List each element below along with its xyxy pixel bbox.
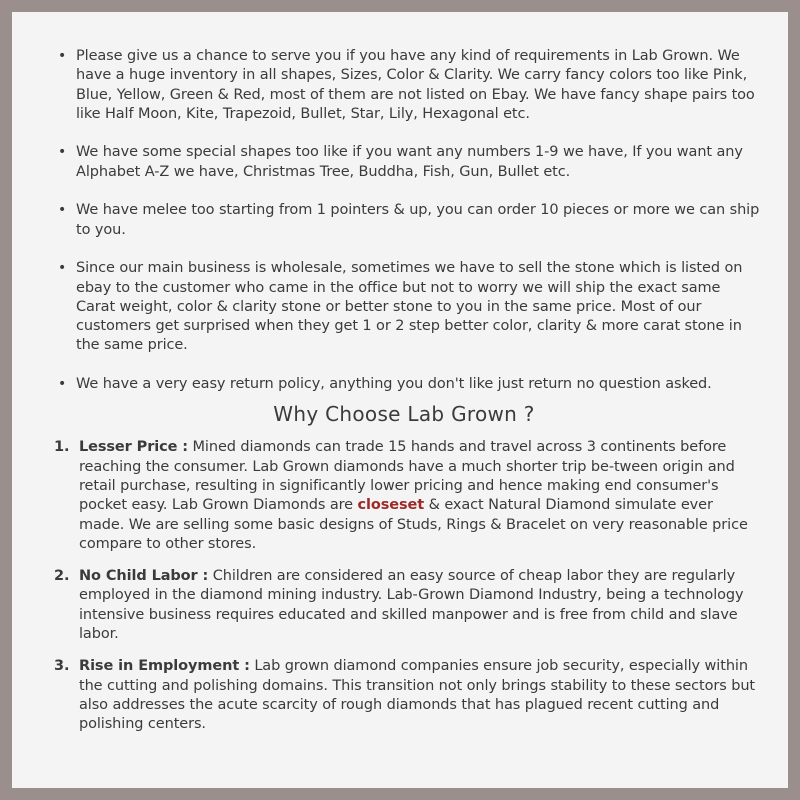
bullet-dot-icon: • <box>58 48 67 64</box>
bullet-text: Since our main business is wholesale, sometimes we have to sell the stone which is listed on ebay to the customer who came in the office but not to worry we will ship the exact same Carat weight, color & clarity stone or better stone to you in the same price. Most of our customers get surprised when they get 1 or 2 step better color, clarity & more carat stone in the same price. <box>76 260 743 354</box>
bullet-item <box>48 47 760 124</box>
bullet-text: Please give us a chance to serve you if you have any kind of requirements in Lab Grown. We have a huge inventory in all shapes, Sizes, Color & Clarity. We carry fancy colors too like Pink, Blue, Yellow, Green & Red, most of them are not listed on Ebay. We have fancy shape pairs too like Half Moon, Kite, Trapezoid, Bullet, Star, Lily, Hexagonal etc. <box>76 48 755 122</box>
bullet-text: We have a very easy return policy, anything you don't like just return no question asked. <box>76 376 712 393</box>
bullet-dot-icon: • <box>58 260 67 277</box>
reason-item-no-child-labor <box>48 567 760 644</box>
reason-number: 3. <box>54 658 70 675</box>
reason-number: 2. <box>54 568 70 585</box>
reason-text: Children are considered an easy source of cheap labor they are regularly employed in the diamond mining industry. Lab-Grown Diamond Industry, being a technology intensive business requires educated and skilled manpower and is free from child and slave labor. <box>79 568 744 643</box>
reason-number: 1. <box>54 439 70 456</box>
reason-item-lesser-price <box>48 438 760 554</box>
bullet-dot-icon: • <box>58 202 67 219</box>
reason-item-rise-in-employment <box>48 657 760 734</box>
bullet-dot-icon: • <box>58 376 67 393</box>
reason-text: Lab grown diamond companies ensure job security, especially within the cutting and polishing domains. This transition not only brings stability to these sectors but also addresses the acute scarcity of rough diamonds that has plagued recent cutting and polishing centers. <box>79 658 756 733</box>
bullet-text: We have some special shapes too like if you want any numbers 1-9 we have, If you want any Alphabet A-Z we have, Christmas Tree, Buddha, Fish, Gun, Bullet etc. <box>76 144 743 180</box>
bullet-text: We have melee too starting from 1 pointers & up, you can order 10 pieces or more we can ship to you. <box>76 202 760 238</box>
bullet-item <box>48 375 760 394</box>
reason-term: No Child Labor : <box>79 568 209 585</box>
reason-accent-word: closeset <box>357 497 425 514</box>
bullet-item <box>48 259 760 355</box>
reasons-list <box>48 438 760 734</box>
reason-term: Rise in Employment : <box>79 658 250 675</box>
bullet-item <box>48 201 760 240</box>
bullet-dot-icon: • <box>58 144 67 161</box>
bullet-item <box>48 143 760 182</box>
content-panel <box>12 12 788 788</box>
info-bullet-list <box>48 47 760 394</box>
reason-text-after: & exact Natural Diamond simulate ever made. We are selling some basic designs of Studs, Rings & Bracelet on very reasonable price compare to other stores. <box>79 497 748 552</box>
reason-term: Lesser Price : <box>79 439 188 456</box>
reason-text: Mined diamonds can trade 15 hands and travel across 3 continents before reaching the consumer. Lab Grown diamonds have a much shorter trip be-tween origin and retail purchase, resulting in significantly lower pricing and hence making end consumer's pocket easy. Lab Grown Diamonds are <box>79 439 735 514</box>
section-heading: Why Choose Lab Grown ? <box>273 402 535 427</box>
